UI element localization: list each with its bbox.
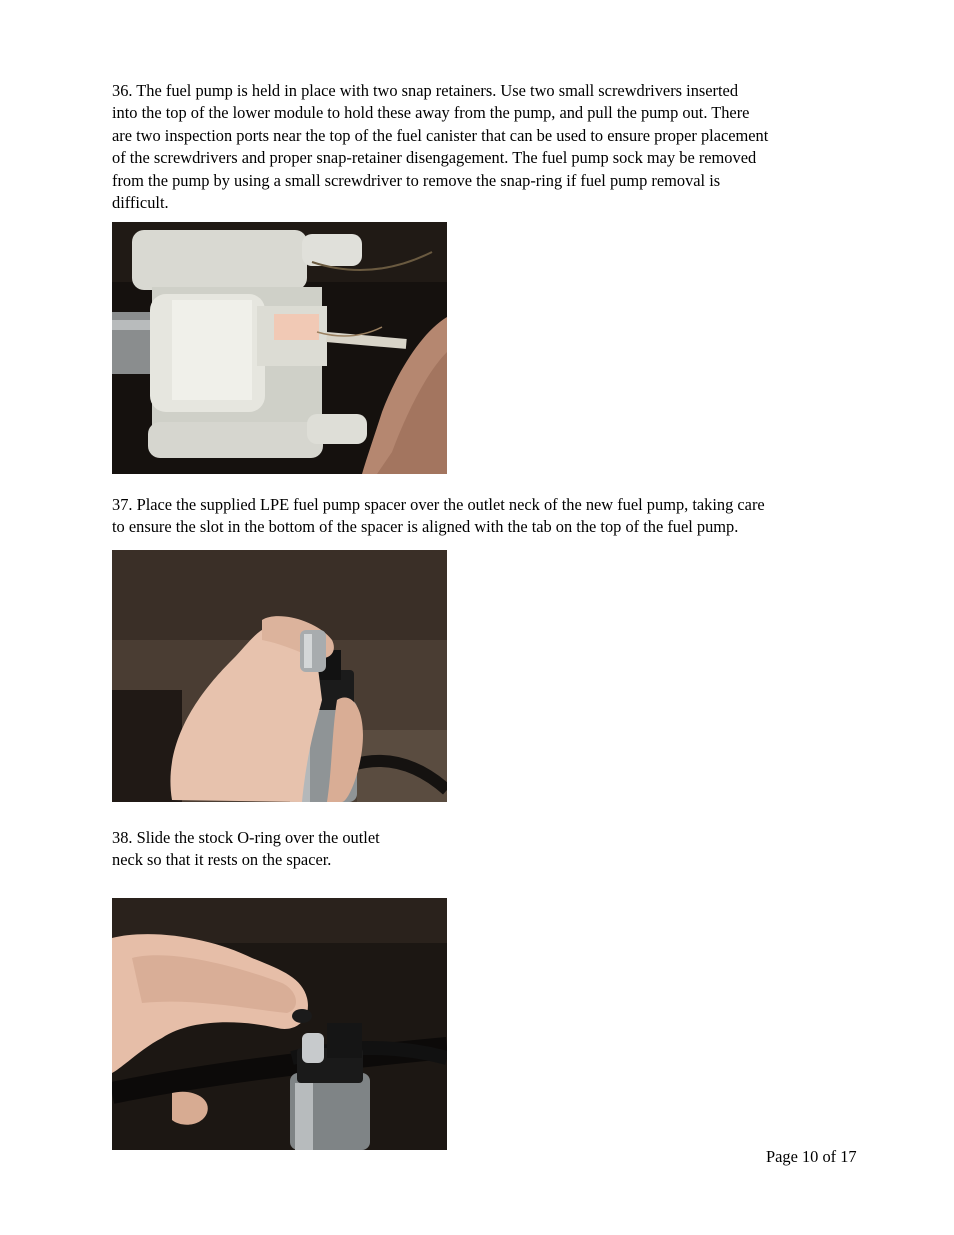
text-line: are two inspection ports near the top of the fuel canister that can be used to ensure proper placement bbox=[112, 125, 769, 145]
step-37-text bbox=[112, 494, 872, 539]
text-line: of the screwdrivers and proper snap-retainer disengagement. The fuel pump sock may be removed bbox=[112, 148, 757, 168]
text-line: to ensure the slot in the bottom of the spacer is aligned with the tab on the top of the fuel pump. bbox=[112, 517, 739, 537]
text-line: into the top of the lower module to hold these away from the pump, and pull the pump out. There bbox=[112, 103, 750, 123]
text-line: 38. Slide the stock O-ring over the outlet bbox=[112, 828, 380, 847]
text-line: neck so that it rests on the spacer. bbox=[112, 850, 332, 870]
o-ring-placement-photo bbox=[112, 898, 447, 1150]
text-line: 36. The fuel pump is held in place with two snap retainers. Use two small screwdrivers inserted bbox=[112, 81, 739, 100]
text-line: difficult. bbox=[112, 193, 169, 213]
step-38-text bbox=[112, 827, 872, 872]
page-number: Page 10 of 17 bbox=[766, 1147, 857, 1166]
fuel-pump-module-photo bbox=[112, 222, 447, 474]
spacer-placement-photo bbox=[112, 550, 447, 802]
step-36-text bbox=[112, 80, 872, 214]
text-line: 37. Place the supplied LPE fuel pump spacer over the outlet neck of the new fuel pump, taking care bbox=[112, 495, 765, 514]
text-line: from the pump by using a small screwdriver to remove the snap-ring if fuel pump removal is bbox=[112, 170, 721, 190]
